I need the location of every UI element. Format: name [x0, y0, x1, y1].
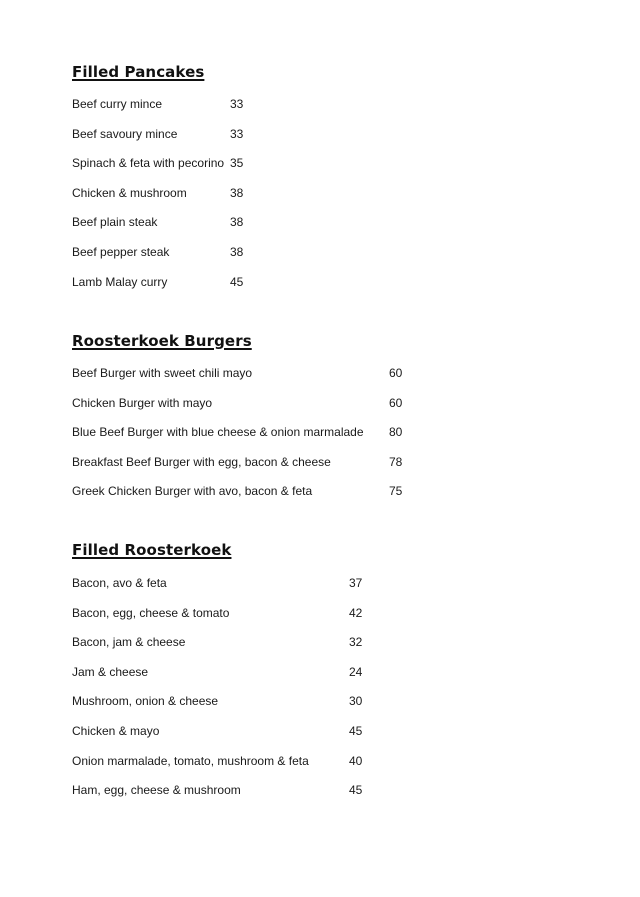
item-name: Chicken & mushroom: [72, 185, 187, 200]
item-name: Bacon, avo & feta: [72, 576, 167, 590]
item-price: 38: [230, 215, 244, 230]
section-title-burgers: Roosterkoek Burgers: [72, 332, 252, 350]
item-price: 45: [349, 723, 363, 738]
section-title-roosterkoek: Filled Roosterkoek: [72, 541, 232, 559]
section-title-pancakes: Filled Pancakes: [72, 63, 205, 81]
item-name: Ham, egg, cheese & mushroom: [72, 783, 241, 798]
item-name: Lamb Malay curry: [72, 274, 168, 289]
item-name: Greek Chicken Burger with avo, bacon & feta: [72, 484, 313, 499]
item-name: Beef savoury mince: [72, 126, 178, 141]
item-name: Beef plain steak: [72, 215, 158, 230]
item-name: Chicken Burger with mayo: [72, 395, 213, 410]
item-price: 40: [349, 753, 363, 768]
item-price: 42: [349, 605, 363, 620]
item-name: Beef Burger with sweet chili mayo: [72, 366, 253, 380]
item-price: 30: [349, 694, 363, 709]
item-name: Bacon, jam & cheese: [72, 635, 186, 650]
item-name: Beef curry mince: [72, 97, 163, 111]
item-price: 60: [389, 395, 403, 410]
item-price: 37: [349, 576, 363, 590]
item-price: 38: [230, 185, 244, 200]
item-price: 80: [389, 425, 403, 440]
item-name: Onion marmalade, tomato, mushroom & feta: [72, 753, 309, 768]
item-name: Beef pepper steak: [72, 244, 170, 259]
item-price: 24: [349, 664, 363, 679]
item-name: Chicken & mayo: [72, 723, 160, 738]
item-price: 32: [349, 635, 363, 650]
item-price: 60: [389, 366, 403, 380]
item-price: 33: [230, 126, 244, 141]
item-price: 45: [349, 783, 363, 798]
item-price: 38: [230, 244, 244, 259]
item-price: 75: [389, 484, 403, 499]
item-name: Jam & cheese: [72, 664, 149, 679]
item-name: Spinach & feta with pecorino: [72, 156, 225, 171]
item-price: 78: [389, 454, 403, 469]
item-name: Bacon, egg, cheese & tomato: [72, 605, 230, 620]
item-price: 35: [230, 156, 244, 171]
item-price: 33: [230, 97, 244, 111]
item-name: Blue Beef Burger with blue cheese & onion marmalade: [72, 425, 364, 440]
item-name: Mushroom, onion & cheese: [72, 694, 219, 709]
item-price: 45: [230, 274, 244, 289]
item-name: Breakfast Beef Burger with egg, bacon & cheese: [72, 454, 331, 469]
